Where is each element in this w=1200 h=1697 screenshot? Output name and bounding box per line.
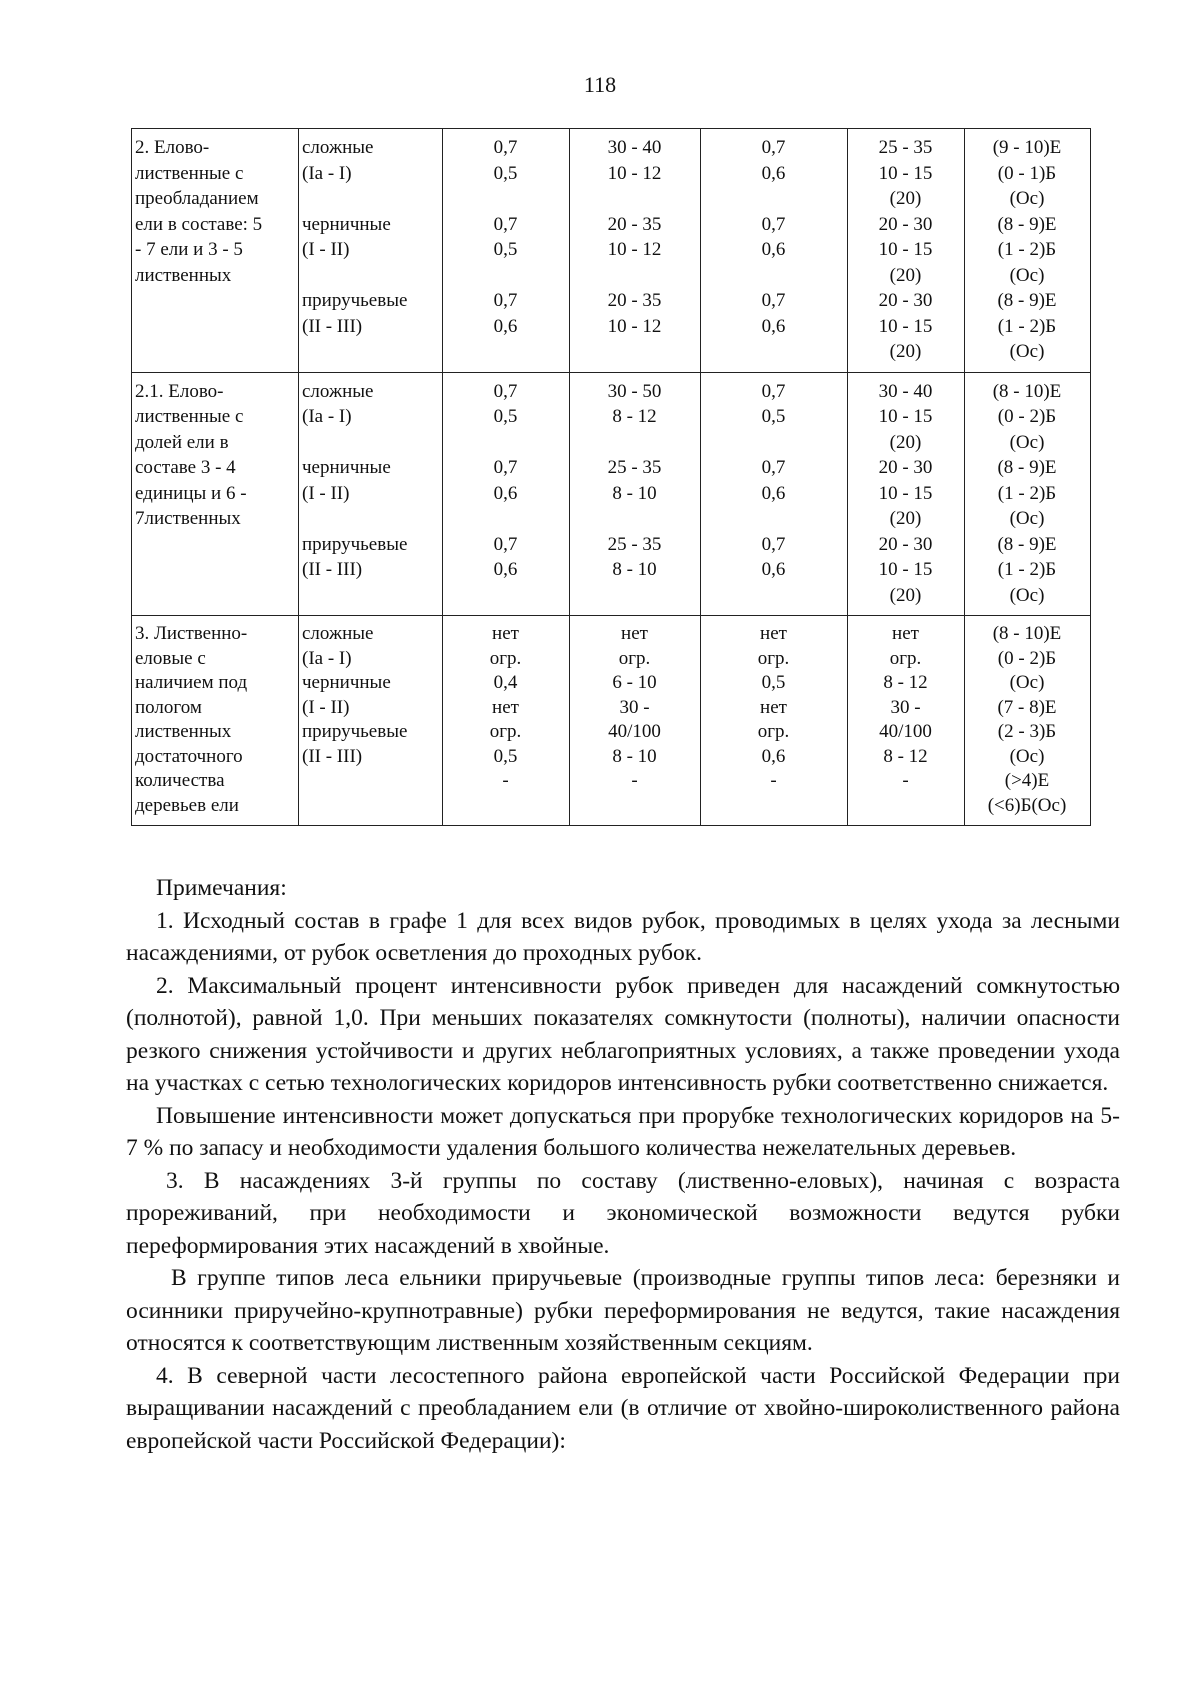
table-cell-text: лиственных bbox=[135, 264, 232, 286]
table-cell-text: (Iа - I) bbox=[302, 162, 352, 184]
table-cell-text: 8 - 10 bbox=[612, 559, 657, 580]
table-cell-text: 0,7 bbox=[761, 137, 786, 158]
table-cell-text: (Ос) bbox=[1009, 431, 1045, 453]
density-cell bbox=[443, 616, 570, 826]
table-cell-text: 10 - 15 bbox=[878, 406, 933, 427]
table-cell-text: 0,7 bbox=[761, 457, 786, 478]
table-cell-text: огр. bbox=[889, 647, 922, 669]
table-cell-text: 30 - 50 bbox=[607, 380, 662, 402]
table-row bbox=[132, 372, 1091, 616]
table-cell-text: 25 - 35 bbox=[607, 533, 662, 555]
note-paragraph: 3. В насаждениях 3-й группы по составу (лиственно-еловых), начиная с возраста прореживаний, при необходимости и экономической возможности ведутся рубки переформирования этих насаждений в хвойные. bbox=[126, 1167, 1120, 1259]
table-cell-text: (I - II) bbox=[302, 482, 350, 504]
table-cell-text: 0,4 bbox=[493, 672, 518, 693]
table-cell-text: 2. Елово- bbox=[135, 137, 210, 158]
table-cell-text: черничные bbox=[302, 457, 391, 478]
table-cell-text: 0,5 bbox=[493, 162, 518, 184]
table-cell-text: сложные bbox=[302, 380, 374, 402]
table-cell-text: (0 - 2)Б bbox=[997, 647, 1057, 669]
table-cell-text: составе 3 - 4 bbox=[135, 457, 236, 478]
species-group-cell bbox=[132, 372, 299, 616]
table-cell-text: (1 - 2)Б bbox=[997, 482, 1057, 504]
table-cell-text: (II - III) bbox=[302, 559, 363, 580]
repeat-cell bbox=[848, 372, 965, 616]
table-cell-text: 0,5 bbox=[761, 406, 786, 427]
table-cell-text: долей ели в bbox=[135, 431, 229, 453]
table-cell-text: (Ос) bbox=[1009, 264, 1045, 286]
table-cell-text: наличием под bbox=[135, 672, 248, 693]
table-cell-text: 0,6 bbox=[493, 559, 518, 580]
table-cell-text: 0,7 bbox=[493, 137, 518, 158]
species-group-cell bbox=[132, 129, 299, 373]
table-cell-text: нет bbox=[492, 696, 519, 718]
table-cell-text: (Ос) bbox=[1009, 341, 1045, 362]
repeat-cell bbox=[848, 616, 965, 826]
table-cell-text: 20 - 35 bbox=[607, 290, 662, 311]
table-cell-text: 0,7 bbox=[493, 457, 518, 478]
table-cell-text: 0,6 bbox=[761, 559, 786, 580]
target-composition-cell bbox=[965, 616, 1091, 826]
forest-type-cell bbox=[299, 372, 443, 616]
note-paragraph: 4. В северной части лесостепного района европейской части Российской Федерации при выращивании насаждений с преобладанием ели (в отличие от хвойно-широколиственного района европейской части Российской Федерации): bbox=[126, 1362, 1120, 1454]
table-cell-text: огр. bbox=[489, 721, 522, 742]
table-cell-text: (8 - 10)Е bbox=[992, 380, 1062, 402]
table-cell-text: 10 - 12 bbox=[607, 315, 662, 337]
table-cell-text: нет bbox=[492, 623, 519, 644]
intensity-cell bbox=[570, 616, 701, 826]
table-cell-text: 30 - bbox=[619, 696, 650, 718]
table-cell-text: пологом bbox=[135, 696, 202, 718]
table-cell-text: деревьев ели bbox=[135, 794, 239, 816]
forest-type-cell bbox=[299, 616, 443, 826]
density-cell bbox=[443, 129, 570, 373]
table-cell-text: сложные bbox=[302, 623, 374, 644]
table-cell-text: (Iа - I) bbox=[302, 647, 352, 669]
table-cell-text: (Ос) bbox=[1009, 508, 1045, 529]
table-cell-text: единицы и 6 - bbox=[135, 482, 247, 504]
table-cell-text: 10 - 15 bbox=[878, 239, 933, 260]
table-cell-text: 0,5 bbox=[761, 672, 786, 693]
density-cell bbox=[443, 372, 570, 616]
table-cell-text: 30 - 40 bbox=[607, 137, 662, 158]
page-number: 118 bbox=[583, 72, 617, 97]
table-cell-text: лиственные с bbox=[135, 406, 244, 427]
table-cell-text: сложные bbox=[302, 137, 374, 158]
table-cell-text: 3. Лиственно- bbox=[135, 623, 248, 644]
table-cell-text: (I - II) bbox=[302, 696, 350, 718]
table-cell-text: 20 - 30 bbox=[878, 533, 933, 555]
table-cell-text: 6 - 10 bbox=[612, 672, 657, 693]
table-cell-text: 0,7 bbox=[761, 290, 786, 311]
table-cell-text: 0,7 bbox=[761, 533, 786, 555]
table-cell-text: (20) bbox=[889, 264, 922, 286]
notes-section bbox=[126, 872, 1120, 1457]
table-cell-text: 0,7 bbox=[761, 380, 786, 402]
intensity-cell bbox=[570, 129, 701, 373]
table-cell-text: 8 - 10 bbox=[612, 745, 657, 767]
table-cell-text: 10 - 15 bbox=[878, 315, 933, 337]
note-paragraph: В группе типов леса ельники приручьевые (производные группы типов леса: березняки и осинники приручейно-крупнотравные) рубки переформирования не ведутся, такие насаждения относятся к соответствующим лиственным хозяйственным секциям. bbox=[126, 1265, 1120, 1356]
table-cell-text: 7лиственных bbox=[135, 508, 241, 529]
table-cell-text: (20) bbox=[889, 341, 922, 362]
table-cell-text: 30 - bbox=[890, 696, 921, 718]
table-cell-text: 8 - 12 bbox=[612, 406, 657, 427]
table-cell-text: лиственных bbox=[135, 721, 232, 742]
table-cell-text: 2.1. Елово- bbox=[135, 380, 224, 402]
table-cell-text: 0,6 bbox=[493, 315, 518, 337]
table-cell-text: 10 - 15 bbox=[878, 482, 933, 504]
table-cell-text: 0,7 bbox=[493, 533, 518, 555]
density-after-cell bbox=[701, 372, 848, 616]
table-cell-text: (20) bbox=[889, 431, 922, 453]
table-cell-text: (7 - 8)Е bbox=[997, 696, 1057, 718]
table-cell-text: 0,7 bbox=[493, 290, 518, 311]
table-cell-text: 0,6 bbox=[761, 239, 786, 260]
table-cell-text: (Iа - I) bbox=[302, 406, 352, 427]
table-cell-text: 0,6 bbox=[761, 482, 786, 504]
table-cell-text: 8 - 10 bbox=[612, 482, 657, 504]
table-cell-text: лиственные с bbox=[135, 162, 244, 184]
table-cell-text: (20) bbox=[889, 508, 922, 529]
note-paragraph: 2. Максимальный процент интенсивности рубок приведен для насаждений сомкнутостью (полнотой), равной 1,0. При меньших показателях сомкнутости (полноты), наличии опасности резкого снижения устойчивости и других неблагоприятных условиях, а также проведении ухода на участках с сетью технологических коридоров интенсивность рубки соответственно снижается. bbox=[126, 972, 1120, 1096]
table-cell-text: 10 - 15 bbox=[878, 162, 933, 184]
forest-thinning-table bbox=[131, 128, 1091, 826]
table-cell-text: - bbox=[770, 770, 777, 791]
table-cell-text: (1 - 2)Б bbox=[997, 239, 1057, 260]
table-cell-text: (0 - 2)Б bbox=[997, 406, 1057, 427]
table-cell-text: ели в составе: 5 bbox=[135, 213, 263, 235]
table-cell-text: нет bbox=[760, 623, 787, 644]
table-cell-text: еловые с bbox=[135, 647, 206, 669]
table-cell-text: (Ос) bbox=[1009, 672, 1045, 693]
table-cell-text: приручьевые bbox=[302, 290, 408, 311]
table-cell-text: 0,5 bbox=[493, 745, 518, 767]
table-cell-text: 20 - 35 bbox=[607, 213, 662, 235]
density-after-cell bbox=[701, 616, 848, 826]
forest-type-cell bbox=[299, 129, 443, 373]
table-cell-text: (8 - 9)Е bbox=[997, 533, 1057, 555]
table-cell-text: приручьевые bbox=[302, 533, 408, 555]
table-cell-text: (9 - 10)Е bbox=[992, 137, 1062, 158]
table-cell-text: черничные bbox=[302, 213, 391, 235]
table-row bbox=[132, 129, 1091, 373]
table-cell-text: (8 - 9)Е bbox=[997, 213, 1057, 235]
intensity-cell bbox=[570, 372, 701, 616]
table-cell-text: 0,7 bbox=[761, 213, 786, 235]
density-after-cell bbox=[701, 129, 848, 373]
table-cell-text: - bbox=[902, 770, 909, 791]
table-cell-text: (1 - 2)Б bbox=[997, 559, 1057, 580]
table-cell-text: 0,6 bbox=[493, 482, 518, 504]
table-cell-text: 0,6 bbox=[761, 745, 786, 767]
table-cell-text: количества bbox=[135, 770, 225, 791]
repeat-cell bbox=[848, 129, 965, 373]
table-cell-text: (Ос) bbox=[1009, 584, 1045, 606]
note-paragraph: 1. Исходный состав в графе 1 для всех видов рубок, проводимых в целях ухода за лесными насаждениями, от рубок осветления до проходных рубок. bbox=[126, 907, 1120, 966]
table-cell-text: (1 - 2)Б bbox=[997, 315, 1057, 337]
table-cell-text: нет bbox=[892, 623, 919, 644]
table-cell-text: (<6)Б(Ос) bbox=[987, 794, 1067, 816]
table-cell-text: 0,6 bbox=[761, 162, 786, 184]
table-cell-text: приручьевые bbox=[302, 721, 408, 742]
table-cell-text: 0,5 bbox=[493, 239, 518, 260]
species-group-cell bbox=[132, 616, 299, 826]
table-cell-text: (Ос) bbox=[1009, 745, 1045, 767]
table-cell-text: (8 - 9)Е bbox=[997, 457, 1057, 478]
table-cell-text: (8 - 9)Е bbox=[997, 290, 1057, 311]
table-cell-text: 10 - 12 bbox=[607, 239, 662, 260]
table-cell-text: (20) bbox=[889, 188, 922, 209]
table-cell-text: огр. bbox=[757, 647, 790, 669]
table-cell-text: 0,7 bbox=[493, 380, 518, 402]
table-cell-text: 40/100 bbox=[608, 721, 661, 742]
table-cell-text: 0,5 bbox=[493, 406, 518, 427]
table-cell-text: 0,6 bbox=[761, 315, 786, 337]
table-cell-text: 8 - 12 bbox=[883, 745, 928, 767]
notes-title: Примечания: bbox=[156, 875, 287, 901]
table-cell-text: (II - III) bbox=[302, 315, 363, 337]
table-cell-text: нет bbox=[760, 696, 787, 718]
table-cell-text: - bbox=[502, 770, 509, 791]
table-cell-text: - 7 ели и 3 - 5 bbox=[135, 239, 243, 260]
table-cell-text: (20) bbox=[889, 584, 922, 606]
table-cell-text: - bbox=[631, 770, 638, 791]
table-cell-text: 30 - 40 bbox=[878, 380, 933, 402]
table-cell-text: 20 - 30 bbox=[878, 457, 933, 478]
table-cell-text: 10 - 15 bbox=[878, 559, 933, 580]
table-cell-text: 10 - 12 bbox=[607, 162, 662, 184]
note-paragraph: Повышение интенсивности может допускаться при прорубке технологических коридоров на 5-7 % по запасу и необходимости удаления большого количества нежелательных деревьев. bbox=[126, 1102, 1120, 1161]
table-cell-text: 40/100 bbox=[879, 721, 932, 742]
table-cell-text: 20 - 30 bbox=[878, 213, 933, 235]
table-cell-text: (Ос) bbox=[1009, 188, 1045, 209]
table-cell-text: (II - III) bbox=[302, 745, 363, 767]
table-row bbox=[132, 616, 1091, 826]
table-cell-text: (>4)Е bbox=[1004, 770, 1050, 791]
table-cell-text: 25 - 35 bbox=[607, 457, 662, 478]
table-cell-text: (I - II) bbox=[302, 239, 350, 260]
table-cell-text: (0 - 1)Б bbox=[997, 162, 1057, 184]
target-composition-cell bbox=[965, 372, 1091, 616]
table-cell-text: нет bbox=[621, 623, 648, 644]
table-cell-text: достаточного bbox=[135, 745, 243, 767]
table-cell-text: огр. bbox=[757, 721, 790, 742]
table-cell-text: черничные bbox=[302, 672, 391, 693]
table-cell-text: (8 - 10)Е bbox=[992, 623, 1062, 644]
table-cell-text: преобладанием bbox=[135, 188, 259, 209]
table-cell-text: 0,7 bbox=[493, 213, 518, 235]
table-cell-text: (2 - 3)Б bbox=[997, 721, 1057, 742]
table-cell-text: огр. bbox=[618, 647, 651, 669]
table-cell-text: 8 - 12 bbox=[883, 672, 928, 693]
target-composition-cell bbox=[965, 129, 1091, 373]
table-cell-text: 25 - 35 bbox=[878, 137, 933, 158]
table-cell-text: огр. bbox=[489, 647, 522, 669]
table-cell-text: 20 - 30 bbox=[878, 290, 933, 311]
